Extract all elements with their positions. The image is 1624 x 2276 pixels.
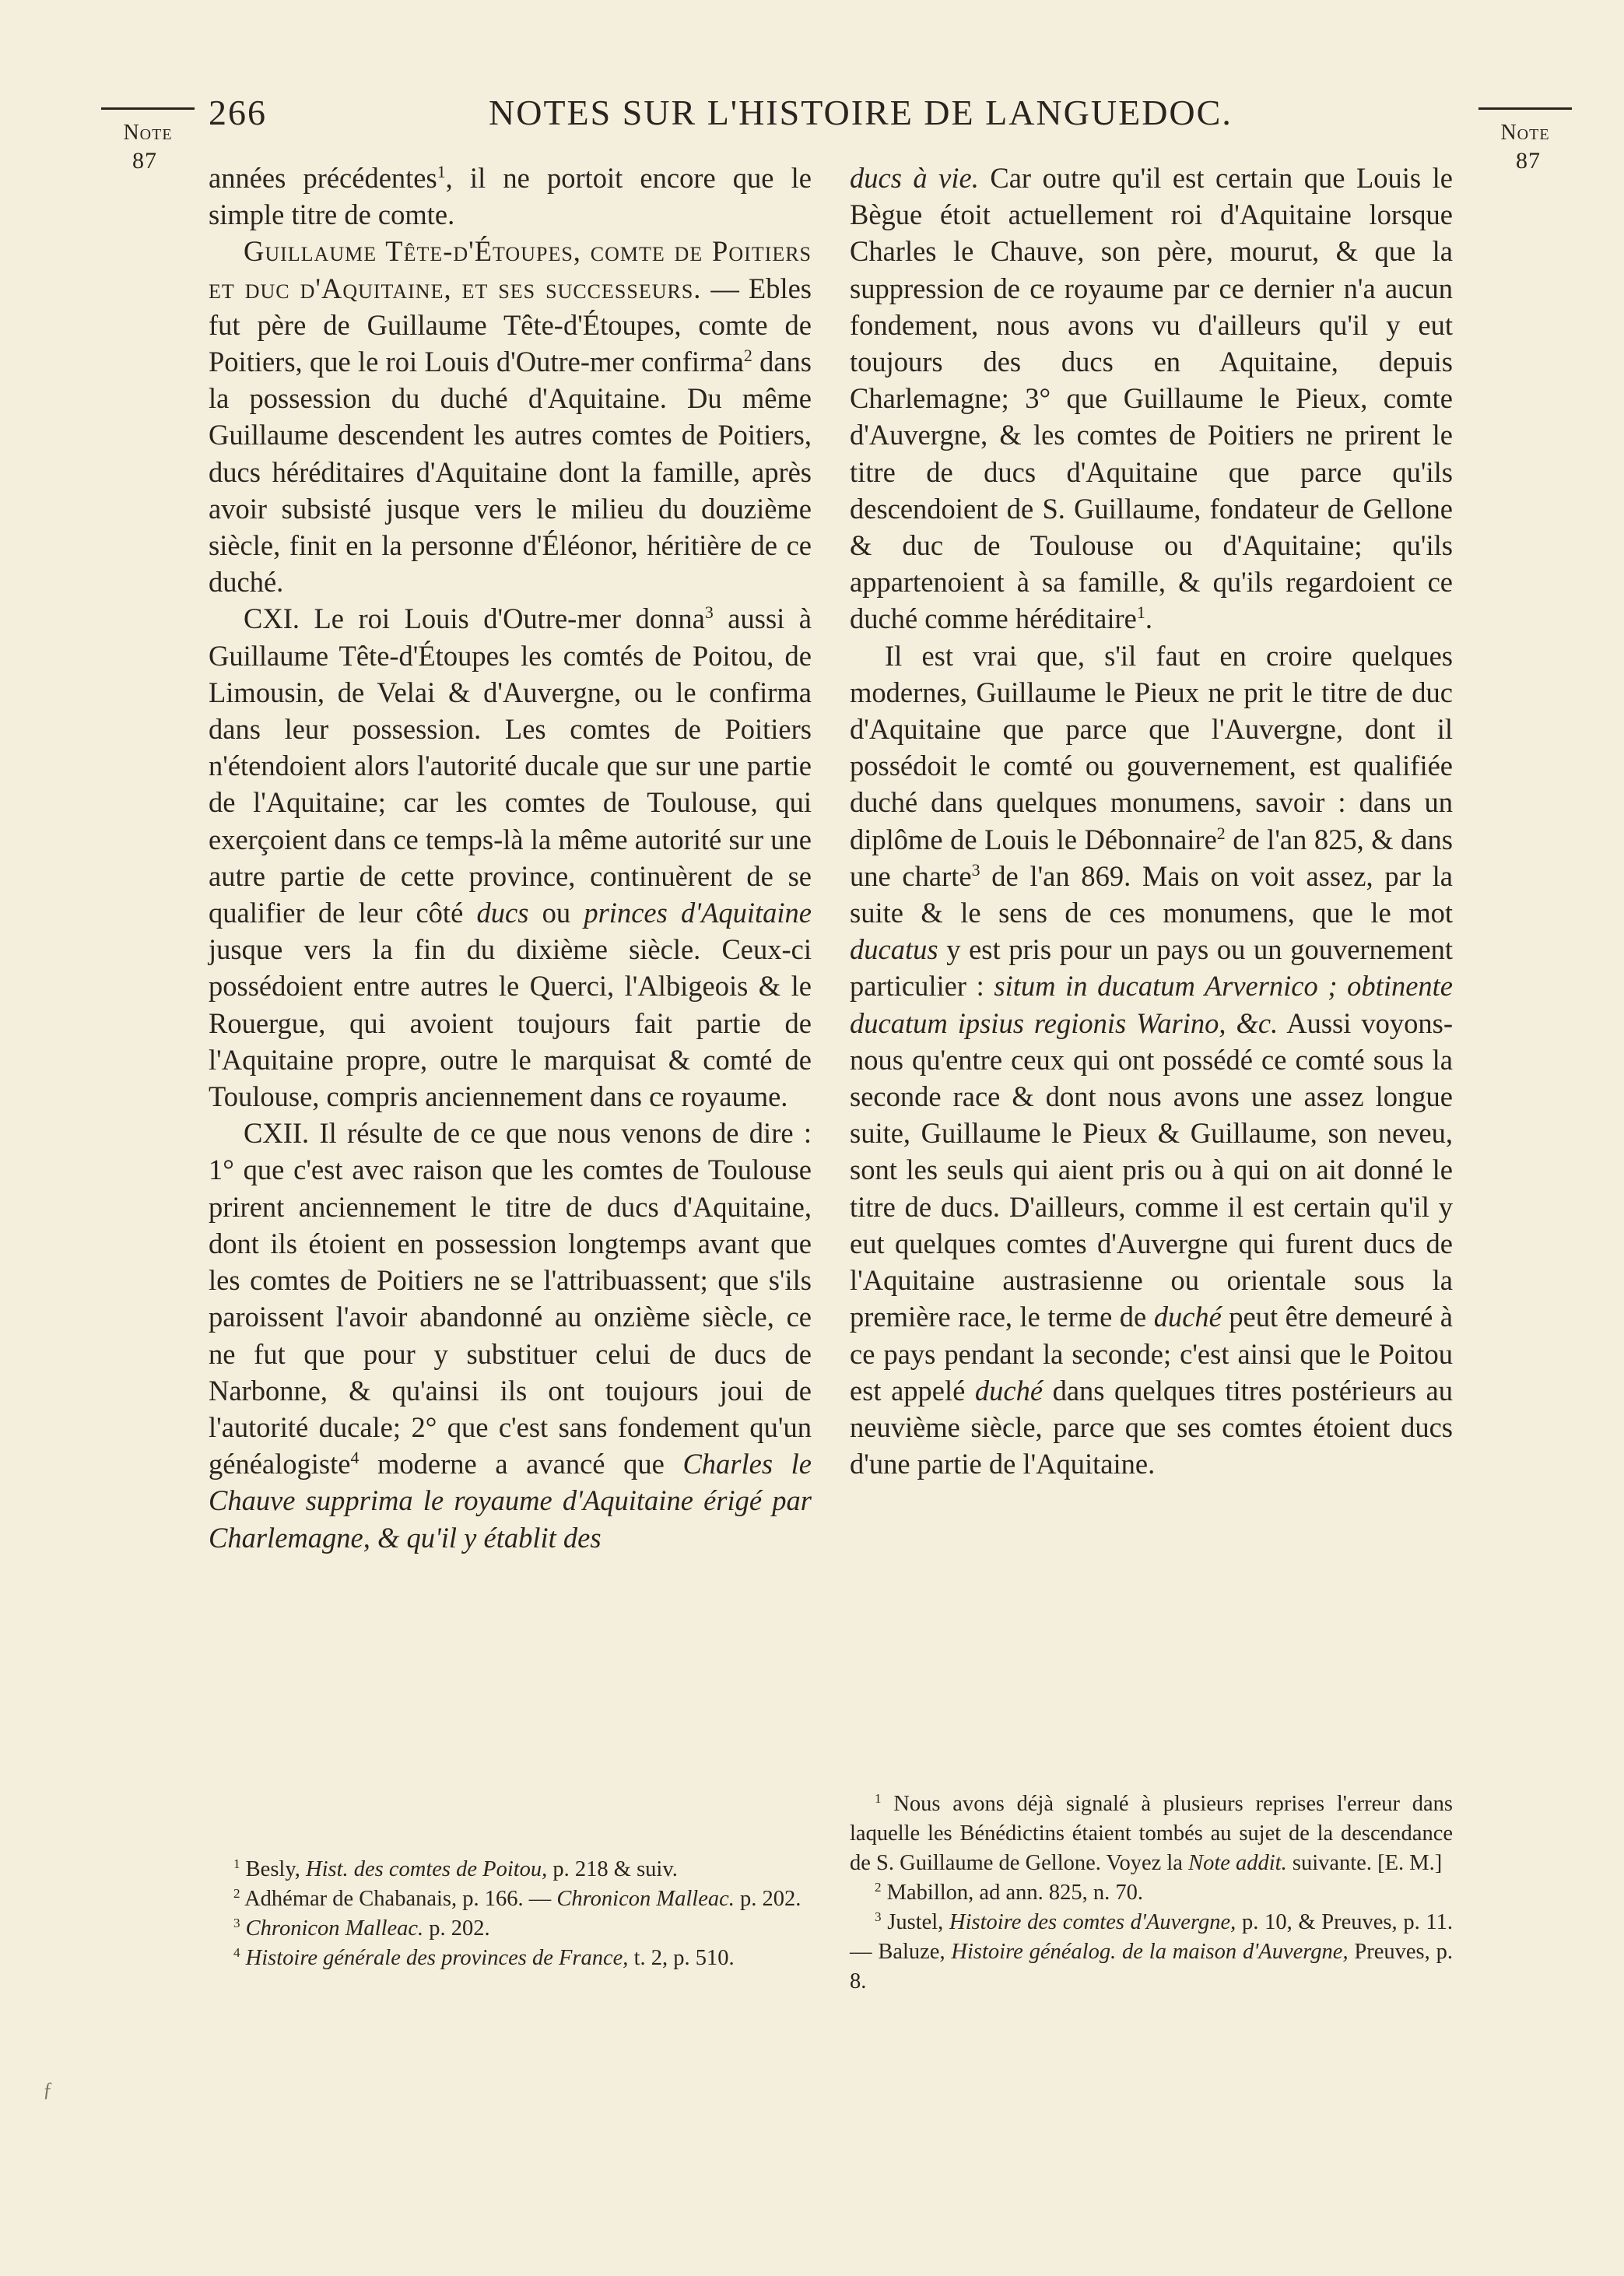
- margin-note-number: 87: [1516, 148, 1541, 174]
- footnote-ref: 3: [704, 602, 714, 623]
- section-heading: Guillaume Tête-d'Étoupes, comte de Poitiers et duc d'Aquitaine, et ses successeurs.: [209, 235, 812, 304]
- footnote-ref: 3: [971, 859, 980, 880]
- paragraph: Guillaume Tête-d'Étoupes, comte de Poitiers et duc d'Aquitaine, et ses successeurs. — Ebles fut père de Guillaume Tête-d'Étoupes, comte de Poitiers, que le roi Louis d'Outre-mer confirma$^2$ dans la possession du duché d'Aquitaine. Du même Guillaume descendent les autres comtes de Poitiers, ducs héréditaires d'Aquitaine dont la famille, après avoir subsisté jusque vers le milieu du douzième siècle, finit en la personne d'Éléonor, héritière de ce duché.: [209, 235, 812, 599]
- footnote-ref: 1: [1136, 602, 1145, 623]
- margin-note-label: Note: [123, 121, 173, 145]
- footnote-ref: 2: [743, 345, 752, 365]
- footnotes-right: [850, 1790, 1453, 1997]
- page-number: 266: [209, 93, 267, 132]
- footnote: $^1$ Besly, Hist. des comtes de Poitou, p. 218 & suiv.: [233, 1856, 678, 1881]
- margin-note-number: 87: [132, 148, 157, 174]
- footnote: $^4$ Histoire générale des provinces de France, t. 2, p. 510.: [233, 1944, 735, 1970]
- footnote-ref: 2: [1216, 823, 1226, 843]
- paragraph: CXI. Le roi Louis d'Outre-mer donna$^3$ aussi à Guillaume Tête-d'Étoupes les comtés de Poitou, de Limousin, de Velai & d'Auvergne, ou le confirma dans leur possession. Les comtes de Poitiers n'étendoient alors l'autorité ducale que sur une partie de l'Aquitaine; car les comtes de Toulouse, qui exerçoient dans ce temps-là la même autorité sur une autre partie de cette province, continuèrent de se qualifier de leur côté ducs ou princes d'Aquitaine jusque vers la fin du dixième siècle. Ceux-ci possédoient entre autres le Querci, l'Albigeois & le Rouergue, qui avoient toujours fait partie de l'Aquitaine propre, outre le marquisat & comté de Toulouse, compris anciennement dans ce royaume.: [209, 602, 812, 1113]
- paragraph: CXII. Il résulte de ce que nous venons de dire : 1° que c'est avec raison que les comtes de Toulouse prirent anciennement le titre de ducs d'Aquitaine, dont ils étoient en possession longtemps avant que les comtes de Poitiers ne se l'attribuassent; que s'ils paroissent l'avoir abandonné au onzième siècle, ce ne fut que pour y substituer celui de ducs de Narbonne, & qu'ainsi ils ont toujours joui de l'autorité ducale; 2° que c'est sans fondement qu'un généalogiste$^4$ moderne a avancé que Charles le Chauve supprima le royaume d'Aquitaine érigé par Charlemagne, & qu'il y établit des: [209, 1117, 812, 1554]
- margin-rule: [1478, 107, 1572, 110]
- footnote: $^2$ Adhémar de Chabanais, p. 166. — Chronicon Malleac. p. 202.: [233, 1885, 801, 1911]
- footnote: $^2$ Mabillon, ad ann. 825, n. 70.: [875, 1879, 1143, 1905]
- footnote: $^3$ Chronicon Malleac. p. 202.: [233, 1915, 490, 1941]
- footnote-ref: 1: [437, 161, 446, 181]
- margin-note-left: [101, 107, 195, 175]
- paragraph: années précédentes$^1$, il ne portoit encore que le simple titre de comte.: [209, 161, 812, 231]
- paragraph: Il est vrai que, s'il faut en croire quelques modernes, Guillaume le Pieux ne prit le titre de duc d'Aquitaine que parce que l'Auvergne, dont il possédoit le comté ou gouvernement, est qualifiée duché dans quelques monumens, savoir : dans un diplôme de Louis le Débonnaire$^2$ de l'an 825, & dans une charte$^3$ de l'an 869. Mais on voit assez, par la suite & le sens de ces monumens, que le mot ducatus y est pris pour un pays ou un gouvernement particulier : situm in ducatum Arvernico ; obtinente ducatum ipsius regionis Warino, &c. Aussi voyons-nous qu'entre ceux qui ont possédé ce comté sous la seconde race & dont nous avons une assez longue suite, Guillaume le Pieux & Guillaume, son neveu, sont les seuls qui aient pris ou à qui on ait donné le titre de ducs. D'ailleurs, comme il est certain qu'il y eut quelques comtes d'Auvergne qui furent ducs de l'Aquitaine austrasienne ou orientale sous la première race, le terme de duché peut être demeuré à ce pays pendant la seconde; c'est ainsi que le Poitou est appelé duché dans quelques titres postérieurs au neuvième siècle, parce que ses comtes étoient ducs d'une partie de l'Aquitaine.: [850, 639, 1454, 1480]
- left-column: [209, 160, 812, 1556]
- stray-mark: ƒ: [43, 2078, 53, 2101]
- right-column: [850, 160, 1453, 1482]
- footnote-ref: 4: [350, 1447, 360, 1467]
- footnotes-left: [209, 1855, 812, 1973]
- footnote: $^1$ Nous avons déjà signalé à plusieurs reprises l'erreur dans laquelle les Bénédictins étaient tombés au sujet de la descendance de S. Guillaume de Gellone. Voyez la Note addit. suivante. [E. M.]: [850, 1790, 1453, 1875]
- margin-note-right: [1478, 107, 1572, 175]
- running-title: NOTES SUR L'HISTOIRE DE LANGUEDOC.: [489, 93, 1233, 132]
- paragraph: ducs à vie. Car outre qu'il est certain que Louis le Bègue étoit actuellement roi d'Aquitaine lorsque Charles le Chauve, son père, mourut, & que la suppression de ce royaume par ce dernier n'a aucun fondement, nous avons vu d'ailleurs qu'il y eut toujours des ducs en Aquitaine, depuis Charlemagne; 3° que Guillaume le Pieux, comte d'Auvergne, & les comtes de Poitiers ne prirent le titre de ducs d'Aquitaine que parce qu'ils descendoient de S. Guillaume, fondateur de Gellone & duc de Toulouse ou d'Aquitaine; qu'ils appartenoient à sa famille, & qu'ils regardoient ce duché comme héréditaire$^1$.: [850, 162, 1453, 635]
- footnote: $^3$ Justel, Histoire des comtes d'Auvergne, p. 10, & Preuves, p. 11. — Baluze, Histoire généalog. de la maison d'Auvergne, Preuves, p. 8.: [850, 1909, 1454, 1993]
- margin-note-label: Note: [1500, 121, 1550, 145]
- margin-rule: [101, 107, 195, 110]
